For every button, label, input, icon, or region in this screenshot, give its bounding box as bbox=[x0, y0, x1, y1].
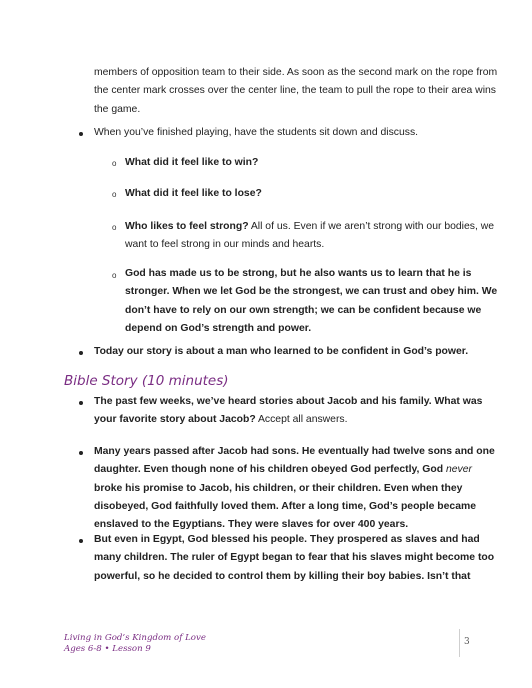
story-paragraph-jacob-sons bbox=[94, 443, 495, 534]
footer-title: Living in God’s Kingdom of Love bbox=[64, 633, 206, 643]
story-b1-line-2-rest: Accept all answers. bbox=[255, 414, 348, 426]
story-question-favorite bbox=[94, 393, 482, 430]
bullet-icon bbox=[79, 132, 83, 136]
bullet-finished-playing: When you’ve finished playing, have the students sit down and discuss. bbox=[94, 127, 419, 138]
story-b3-line-3: powerful, so he decided to control them by killing their boy babies. Isn’t that bbox=[94, 570, 471, 582]
sub-bullet-marker-icon: o bbox=[112, 223, 117, 232]
story-b2-line-3: broke his promise to Jacob, his children, or their children. Even when they bbox=[94, 482, 463, 494]
story-b2-never: never bbox=[445, 464, 472, 476]
intro-line-1: members of opposition team to their side. As soon as the second mark on the rope from bbox=[94, 67, 498, 78]
footer-divider bbox=[459, 629, 460, 657]
discussion-question-lose bbox=[125, 185, 262, 203]
intro-line-2: the center mark crosses over the center line, the team to pull the rope to their area wins bbox=[94, 85, 496, 97]
question-strong-text: Who likes to feel strong? bbox=[125, 221, 249, 232]
story-b1-line-1: The past few weeks, we’ve heard stories about Jacob and his family. What was bbox=[94, 396, 483, 407]
story-b3-line-1: But even in Egypt, God blessed his people. They prospered as slaves and had bbox=[94, 534, 480, 545]
story-b2-line-5: enslaved to the Egyptians. They were slaves for over 400 years. bbox=[94, 519, 409, 531]
footer-meta: Ages 6-8 • Lesson 9 bbox=[64, 644, 151, 654]
story-b1-line-2-bold: your favorite story about Jacob? bbox=[94, 414, 256, 426]
question-lose-text: What did it feel like to lose? bbox=[125, 188, 262, 199]
intro-paragraph bbox=[94, 64, 497, 119]
bullet-icon bbox=[79, 451, 83, 455]
sub-bullet-marker-icon: o bbox=[112, 159, 117, 168]
intro-line-3: the game. bbox=[94, 103, 141, 115]
section-heading-bible-story: Bible Story (10 minutes) bbox=[64, 373, 229, 389]
story-paragraph-egypt bbox=[94, 531, 494, 586]
god-strong-line-4: depend on God’s strength and power. bbox=[125, 322, 312, 334]
god-strong-line-3: don’t have to rely on our own strength; we can be confident because we bbox=[125, 304, 482, 316]
god-strong-line-2: stronger. When we let God be the strongest, we can trust and obey him. We bbox=[125, 286, 498, 298]
god-strong-line-1: God has made us to be strong, but he also wants us to learn that he is bbox=[125, 268, 472, 279]
story-b2-line-1: Many years passed after Jacob had sons. He eventually had twelve sons and one bbox=[94, 446, 495, 457]
page-number: 3 bbox=[464, 637, 470, 647]
discussion-point-god-strong bbox=[125, 265, 497, 338]
story-b3-line-2: many children. The ruler of Egypt began to fear that his slaves might become too bbox=[94, 552, 495, 564]
bullet-icon bbox=[79, 401, 83, 405]
sub-bullet-marker-icon: o bbox=[112, 271, 117, 280]
question-strong-answer: All of us. Even if we aren’t strong with our bodies, we bbox=[248, 221, 495, 232]
question-strong-line-2: want to feel strong in our minds and hearts. bbox=[125, 239, 325, 251]
story-b2-line-4: disobeyed, God faithfully loved them. After a long time, God’s people became bbox=[94, 500, 477, 512]
story-b2-line-2: daughter. Even though none of his children obeyed God perfectly, God bbox=[94, 464, 446, 476]
bullet-icon bbox=[79, 539, 83, 543]
discussion-question-win bbox=[125, 154, 258, 172]
sub-bullet-marker-icon: o bbox=[112, 190, 117, 199]
discussion-question-strong bbox=[125, 218, 494, 255]
bullet-today-story: Today our story is about a man who learned to be confident in God’s power. bbox=[94, 346, 469, 357]
bullet-icon bbox=[79, 351, 83, 355]
question-win-text: What did it feel like to win? bbox=[125, 157, 259, 168]
